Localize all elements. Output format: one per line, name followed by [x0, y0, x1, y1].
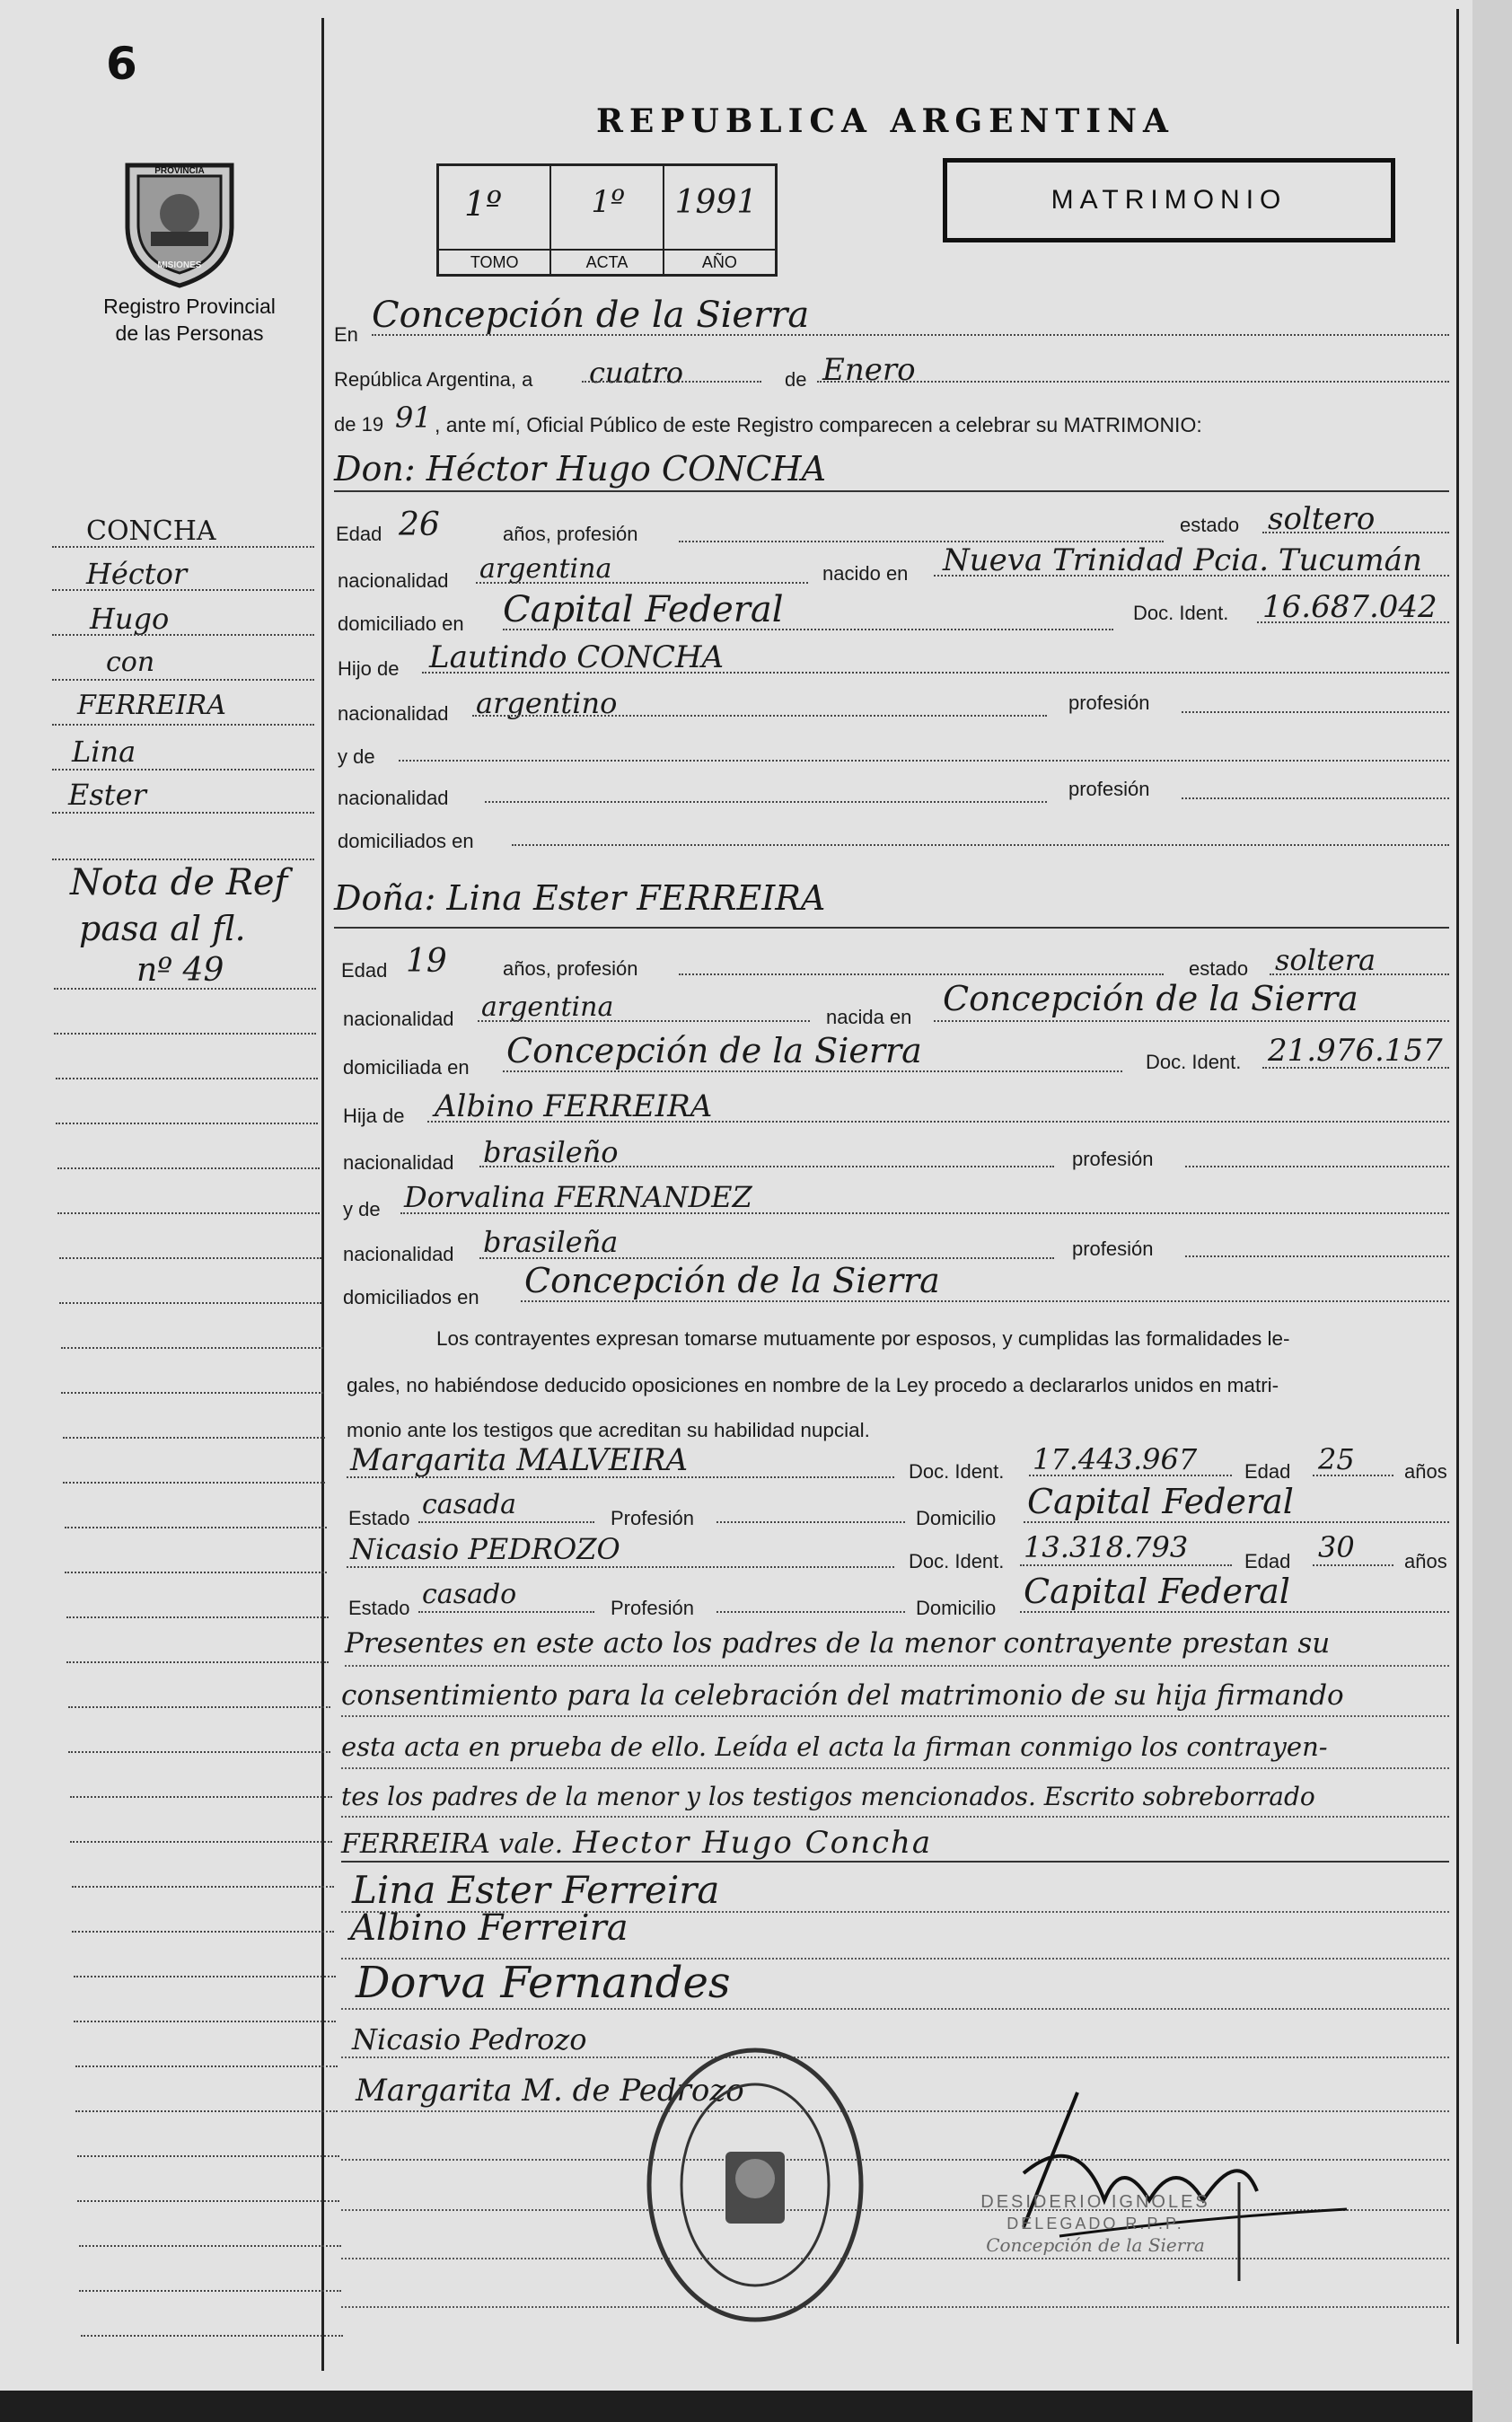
bride-nac-line — [478, 1020, 810, 1022]
margin-name-6: Lina — [72, 735, 136, 769]
witness2-dom-label: Domicilio — [916, 1597, 997, 1619]
bride-y-de-label: y de — [343, 1198, 381, 1220]
sig-rule-4 — [341, 2056, 1449, 2058]
notes-line-2: consentimiento para la celebración del matrimonio de su hija firmando — [341, 1679, 1344, 1712]
sig-rule-9 — [341, 2306, 1449, 2308]
notes-rule-3 — [341, 1767, 1449, 1769]
bride-estado-line — [1270, 973, 1449, 975]
groom-birthplace: Nueva Trinidad Pcia. Tucumán — [943, 542, 1422, 578]
bride-domicile: Concepción de la Sierra — [506, 1031, 922, 1070]
official-name: DESIDERIO IGNOLES — [980, 2192, 1210, 2212]
witness2-doc-label: Doc. Ident. — [909, 1550, 1005, 1572]
witness1-dom-label: Domicilio — [916, 1507, 997, 1529]
groom-father-prof-line — [1182, 711, 1449, 713]
witness1-anos-label: años — [1404, 1460, 1447, 1483]
bride-parents-dom-label: domiciliados en — [343, 1286, 479, 1308]
margin-rule-2 — [52, 589, 314, 591]
year-prefix: de 19 — [334, 413, 384, 436]
groom-mother-nac-line — [485, 801, 1047, 803]
republica-label: República Argentina, a — [334, 368, 533, 391]
ceremony-place: Concepción de la Sierra — [372, 295, 810, 336]
witness1-prof-line — [716, 1521, 905, 1523]
intro-text: , ante mí, Oficial Público de este Registro comparecen a celebrar su MATRIMONIO: — [435, 413, 1202, 436]
bride-doc: 21.976.157 — [1268, 1033, 1443, 1069]
witness2-age-line — [1313, 1564, 1393, 1566]
groom-mother-nac-label: nacionalidad — [338, 787, 449, 809]
acta-label: ACTA — [551, 249, 662, 274]
bride-father-prof-line — [1185, 1166, 1449, 1167]
bride-mother-line — [400, 1212, 1449, 1214]
witness2-estado: casado — [422, 1579, 517, 1610]
groom-mother-line — [399, 760, 1449, 762]
witness2-signature: Nicasio Pedrozo — [352, 2022, 587, 2056]
margin-name-7: Ester — [68, 778, 146, 812]
witness2-name: Nicasio PEDROZO — [350, 1532, 620, 1566]
groom-doc: 16.687.042 — [1262, 589, 1437, 625]
bride-nacida-label: nacida en — [826, 1006, 912, 1028]
groom-parents-dom-label: domiciliados en — [338, 830, 474, 852]
witness1-name-line — [347, 1476, 894, 1478]
official-place: Concepción de la Sierra — [986, 2234, 1205, 2256]
groom-doc-line — [1257, 621, 1449, 623]
witness2-prof-label: Profesión — [611, 1597, 694, 1619]
witness1-age-line — [1313, 1475, 1393, 1476]
bride-mother-nac-line — [479, 1257, 1054, 1259]
country-heading: REPUBLICA ARGENTINA — [596, 102, 1174, 140]
place-line — [372, 334, 1449, 336]
groom-dom-label: domiciliado en — [338, 612, 464, 635]
mother-signature: Dorva Fernandes — [356, 1958, 731, 2008]
bride-mother: Dorvalina FERNANDEZ — [404, 1180, 752, 1214]
volume-reference-box — [436, 163, 778, 277]
groom-signature: Hector Hugo Concha — [573, 1825, 933, 1861]
ceremony-month: Enero — [822, 352, 916, 388]
groom-heading-line — [334, 490, 1449, 492]
bride-hija-label: Hija de — [343, 1105, 405, 1127]
margin-name-2: Héctor — [86, 557, 188, 591]
margin-rule-1 — [52, 546, 314, 548]
margin-note-line-3: nº 49 — [136, 952, 224, 989]
bride-nationality: argentina — [481, 991, 614, 1023]
groom-father-nationality: argentino — [476, 686, 618, 720]
groom-hijo-label: Hijo de — [338, 657, 400, 680]
margin-name-5: FERREIRA — [77, 690, 226, 721]
bride-estado: soltera — [1275, 943, 1376, 977]
groom-nationality: argentina — [479, 553, 612, 585]
record-type-box — [943, 158, 1395, 242]
official-signature-mark — [970, 2074, 1383, 2290]
tomo-value: 1º — [464, 184, 503, 224]
ano-value: 1991 — [674, 184, 758, 221]
margin-name-1: CONCHA — [86, 515, 216, 547]
bride-mother-nationality: brasileña — [483, 1225, 619, 1259]
bride-profession-line — [679, 973, 1164, 975]
groom-estado-label: estado — [1180, 514, 1240, 536]
declaration-line-3: monio ante los testigos que acreditan su habilidad nupcial. — [347, 1419, 870, 1441]
witness2-anos-label: años — [1404, 1550, 1447, 1572]
margin-line-left — [321, 18, 324, 2371]
bride-father-nac-label: nacionalidad — [343, 1151, 454, 1174]
margin-rule-7 — [52, 812, 314, 814]
witness2-doc: 13.318.793 — [1024, 1530, 1189, 1564]
margin-note-line-2: pasa al fl. — [79, 909, 246, 948]
scan-right-edge — [1472, 0, 1512, 2422]
witness1-doc-label: Doc. Ident. — [909, 1460, 1005, 1483]
ano-cell — [664, 166, 775, 274]
bride-heading-line — [334, 927, 1449, 929]
groom-mother-prof-label: profesión — [1068, 778, 1150, 800]
witness2-doc-line — [1020, 1564, 1232, 1566]
bride-father: Albino FERREIRA — [435, 1088, 713, 1124]
registry-line-1: Registro Provincial — [103, 295, 276, 318]
groom-father-line — [422, 672, 1449, 674]
witness1-estado-line — [418, 1521, 594, 1523]
bride-parents-domicile: Concepción de la Sierra — [524, 1261, 940, 1300]
scan-bottom-edge — [0, 2391, 1512, 2422]
witness2-domicile: Capital Federal — [1024, 1572, 1290, 1611]
bride-father-nac-line — [479, 1166, 1054, 1167]
acta-cell — [551, 166, 664, 274]
groom-mother-prof-line — [1182, 797, 1449, 799]
bride-birthplace-line — [934, 1020, 1449, 1022]
notes-rule-4 — [341, 1816, 1449, 1818]
margin-name-3: Hugo — [90, 602, 170, 636]
groom-nacido-label: nacido en — [822, 562, 909, 585]
bride-heading: Doña: Lina Ester FERREIRA — [334, 878, 826, 918]
groom-anos-label: años, profesión — [503, 523, 638, 545]
province-seal-emblem — [119, 154, 241, 289]
witness1-estado: casada — [422, 1489, 517, 1520]
witness2-name-line — [347, 1566, 894, 1568]
seal-text-bottom: MISIONES — [157, 260, 202, 270]
witness2-prof-line — [716, 1611, 905, 1613]
tomo-label: TOMO — [439, 249, 549, 274]
margin-rule-8 — [52, 859, 314, 860]
notes-rule-1 — [345, 1665, 1449, 1667]
groom-domicile-line — [503, 629, 1113, 630]
bride-signature: Lina Ester Ferreira — [352, 1868, 720, 1912]
groom-parents-dom-line — [512, 844, 1449, 846]
de-label: de — [785, 368, 807, 391]
en-label: En — [334, 323, 358, 346]
groom-nac-line — [476, 582, 808, 584]
bride-edad-label: Edad — [341, 959, 388, 982]
groom-domicile: Capital Federal — [503, 589, 784, 630]
record-type: MATRIMONIO — [1050, 185, 1288, 215]
groom-father-prof-label: profesión — [1068, 691, 1150, 714]
groom-father: Lautindo CONCHA — [429, 639, 725, 675]
bride-estado-label: estado — [1189, 957, 1249, 980]
declaration-line-1: Los contrayentes expresan tomarse mutuamente por esposos, y cumplidas las formalidades le- — [436, 1327, 1290, 1350]
page-number: 6 — [106, 38, 137, 90]
bride-anos-label: años, profesión — [503, 957, 638, 980]
tomo-cell — [439, 166, 551, 274]
official-role: DELEGADO R.P.P. — [1007, 2215, 1184, 2233]
witness1-domicile: Capital Federal — [1027, 1482, 1294, 1521]
witness1-estado-label: Estado — [348, 1507, 410, 1529]
witness2-estado-line — [418, 1611, 594, 1613]
ano-label: AÑO — [664, 249, 775, 274]
groom-estado: soltero — [1268, 501, 1376, 537]
groom-edad-label: Edad — [336, 523, 382, 545]
groom-age: 26 — [399, 506, 440, 543]
official-stamp-text — [952, 2191, 1239, 2256]
registry-title — [86, 293, 293, 347]
notes-rule-5 — [341, 1861, 1449, 1863]
sig-rule-3 — [341, 2008, 1449, 2010]
seal-text-top: PROVINCIA — [154, 166, 205, 176]
bride-mother-prof-line — [1185, 1255, 1449, 1257]
witness2-dom-line — [1020, 1611, 1449, 1613]
official-oval-stamp — [643, 2044, 867, 2326]
ceremony-year: 91 — [395, 401, 432, 435]
registry-line-2: de las Personas — [115, 321, 264, 345]
notes-line-3: esta acta en prueba de ello. Leída el acta la firman conmigo los contrayen- — [341, 1731, 1328, 1762]
notes-line-5: FERREIRA vale. — [341, 1828, 564, 1860]
bride-birthplace: Concepción de la Sierra — [943, 979, 1358, 1018]
bride-parents-dom-line — [521, 1300, 1449, 1302]
bride-nac-label: nacionalidad — [343, 1008, 454, 1030]
margin-rule-3 — [52, 634, 314, 636]
bride-father-prof-label: profesión — [1072, 1148, 1154, 1170]
notes-line-4: tes los padres de la menor y los testigos mencionados. Escrito sobreborrado — [341, 1782, 1315, 1811]
groom-birthplace-line — [934, 575, 1449, 577]
witness1-edad-label: Edad — [1244, 1460, 1291, 1483]
bride-doc-line — [1262, 1067, 1449, 1069]
groom-nac-label: nacionalidad — [338, 569, 449, 592]
groom-doc-label: Doc. Ident. — [1133, 602, 1229, 624]
bride-father-line — [427, 1121, 1449, 1123]
month-line — [817, 381, 1449, 383]
witness1-doc: 17.443.967 — [1033, 1442, 1198, 1476]
groom-father-nac-line — [472, 715, 1047, 717]
bride-mother-prof-label: profesión — [1072, 1237, 1154, 1260]
witness1-prof-label: Profesión — [611, 1507, 694, 1529]
bride-father-nationality: brasileño — [483, 1135, 619, 1169]
acta-value: 1º — [591, 184, 625, 220]
witness2-edad-label: Edad — [1244, 1550, 1291, 1572]
groom-heading: Don: Héctor Hugo CONCHA — [334, 449, 827, 489]
witness2-estado-label: Estado — [348, 1597, 410, 1619]
witness1-dom-line — [1024, 1521, 1449, 1523]
ceremony-day: cuatro — [589, 356, 684, 390]
margin-note-line-1: Nota de Ref — [70, 862, 288, 903]
groom-estado-line — [1262, 532, 1449, 533]
groom-father-nac-label: nacionalidad — [338, 702, 449, 725]
margin-rule-6 — [52, 769, 314, 771]
margin-line-right — [1456, 9, 1459, 2344]
bride-domicile-line — [503, 1070, 1122, 1072]
margin-name-4: con — [106, 647, 155, 678]
bride-doc-label: Doc. Ident. — [1146, 1051, 1242, 1073]
declaration-line-2: gales, no habiéndose deducido oposiciones en nombre de la Ley procedo a declararlos unidos en matri- — [347, 1374, 1279, 1396]
bride-age: 19 — [406, 943, 447, 980]
bride-dom-label: domiciliada en — [343, 1056, 470, 1079]
witness1-name: Margarita MALVEIRA — [350, 1442, 689, 1478]
father-signature: Albino Ferreira — [350, 1907, 629, 1949]
notes-rule-2 — [341, 1715, 1449, 1717]
notes-line-1: Presentes en este acto los padres de la menor contrayente prestan su — [345, 1627, 1331, 1660]
day-line — [582, 381, 761, 383]
margin-rule-5 — [52, 724, 314, 726]
groom-y-de-label: y de — [338, 745, 375, 768]
witness1-signature: Margarita M. de Pedrozo — [356, 2073, 744, 2109]
bride-mother-nac-label: nacionalidad — [343, 1243, 454, 1265]
witness2-age: 30 — [1318, 1530, 1355, 1564]
margin-rule-4 — [52, 679, 314, 681]
witness1-age: 25 — [1318, 1442, 1355, 1476]
witness1-doc-line — [1029, 1475, 1232, 1476]
